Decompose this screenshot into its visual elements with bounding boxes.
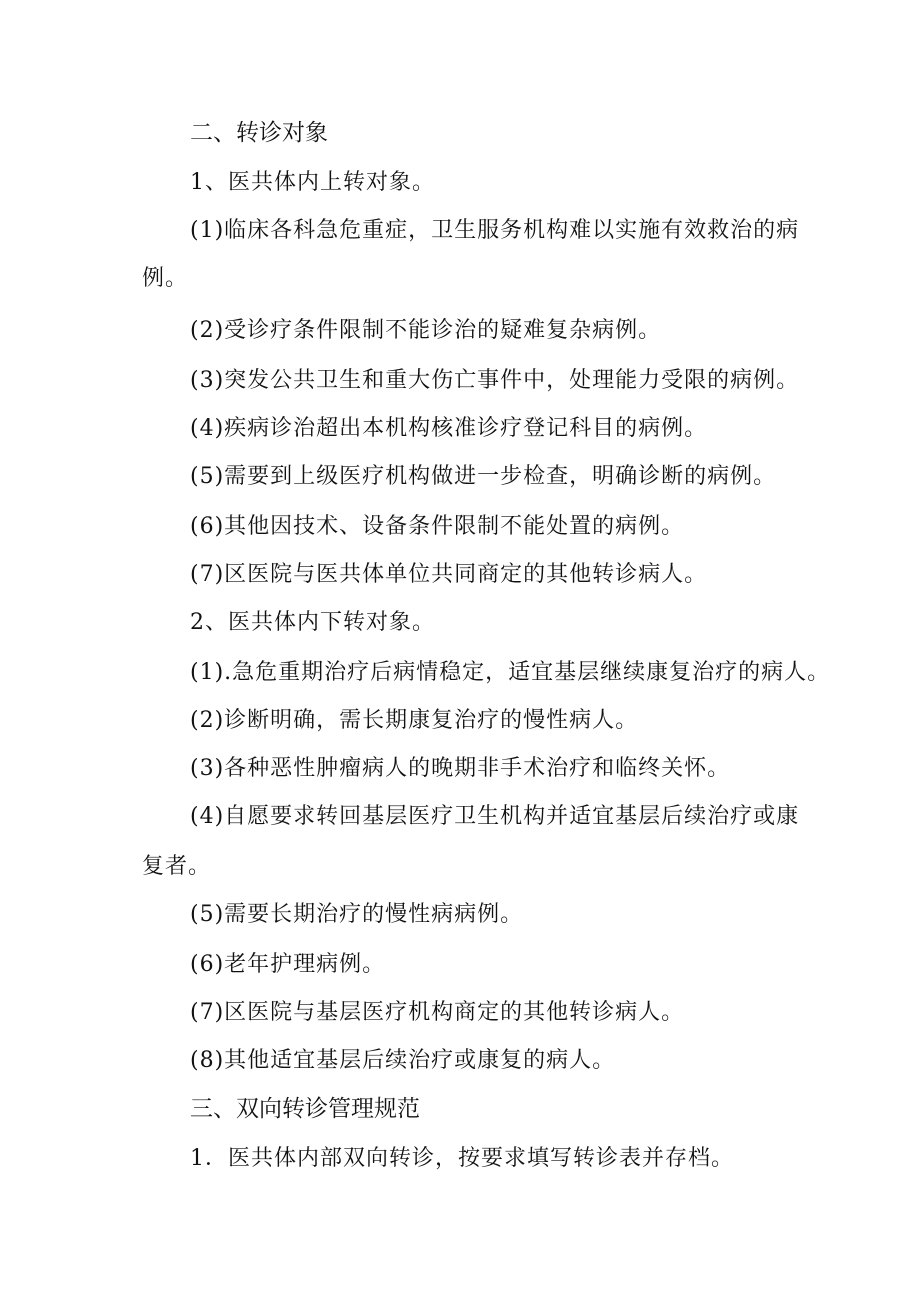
list-item: (6)老年护理病例。 (190, 952, 386, 977)
list-item: 1．医共体内部双向转诊，按要求填写转诊表并存档。 (190, 1146, 734, 1171)
list-item: (2)诊断明确，需长期康复治疗的慢性病人。 (190, 708, 639, 733)
list-item: (6)其他因技术、设备条件限制不能处置的病例。 (190, 514, 685, 539)
section-heading: 二、转诊对象 (190, 120, 328, 146)
list-item: (4)自愿要求转回基层医疗卫生机构并适宜基层后续治疗或康 (190, 804, 800, 829)
list-item-continuation: 复者。 (142, 854, 212, 879)
list-item: (2)受诊疗条件限制不能诊治的疑难复杂病例。 (190, 318, 662, 343)
list-item: (7)区医院与基层医疗机构商定的其他转诊病人。 (190, 1000, 685, 1025)
list-item: (7)区医院与医共体单位共同商定的其他转诊病人。 (190, 562, 708, 587)
list-item: (1).急危重期治疗后病情稳定，适宜基层继续康复治疗的病人。 (190, 660, 831, 685)
section-heading: 三、双向转诊管理规范 (190, 1096, 420, 1122)
list-item: (1)临床各科急危重症，卫生服务机构难以实施有效救治的病 (190, 218, 800, 243)
list-item: (5)需要长期治疗的慢性病病例。 (190, 902, 524, 927)
list-item: (5)需要到上级医疗机构做进一步检查，明确诊断的病例。 (190, 464, 777, 489)
list-item: (3)突发公共卫生和重大伤亡事件中，处理能力受限的病例。 (190, 368, 800, 393)
list-item-continuation: 例。 (142, 266, 189, 291)
subsection-title: 2、医共体内下转对象。 (190, 610, 435, 635)
list-item: (4)疾病诊治超出本机构核准诊疗登记科目的病例。 (190, 416, 708, 441)
subsection-title: 1、医共体内上转对象。 (190, 170, 435, 195)
list-item: (8)其他适宜基层后续治疗或康复的病人。 (190, 1048, 616, 1073)
list-item: (3)各种恶性肿瘤病人的晚期非手术治疗和临终关怀。 (190, 756, 731, 781)
